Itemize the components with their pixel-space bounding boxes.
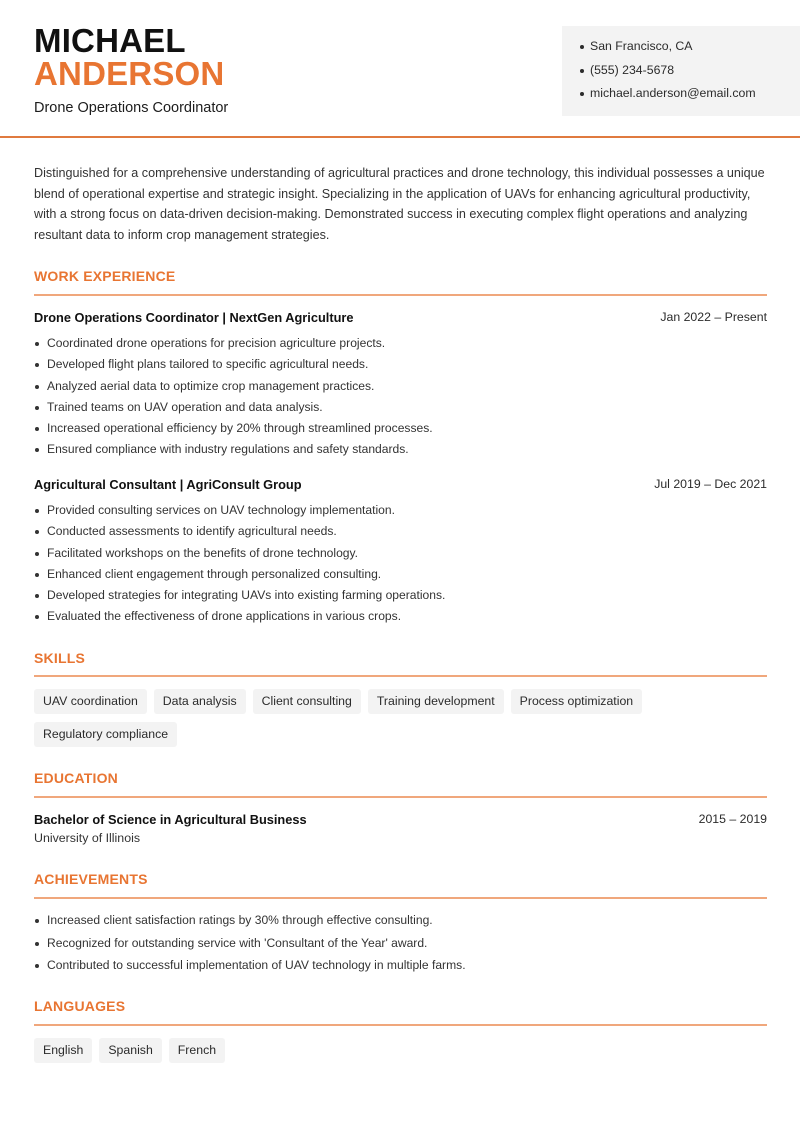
skill-tag: Client consulting — [253, 689, 361, 714]
job-entry-title: Agricultural Consultant | AgriConsult Group — [34, 477, 302, 492]
job-bullet-list — [34, 503, 764, 631]
list-item: Increased client satisfaction ratings by 30% through effective consulting. — [34, 913, 764, 936]
skill-tag: Process optimization — [511, 689, 642, 714]
section-divider — [34, 1024, 767, 1026]
language-tag: Spanish — [99, 1038, 161, 1063]
list-item: Recognized for outstanding service with 'Consultant of the Year' award. — [34, 936, 764, 959]
summary-paragraph: Distinguished for a comprehensive understanding of agricultural practices and drone technology, this individual possesses a unique blend of operational expertise and strategic insight. Specializing in the application of UAVs for enhancing agricultural productivity, with a strong focus on data-driven decision-making. Demonstrated success in executing complex flight operations and analyzing resultant data to inform crop management strategies. — [34, 166, 765, 243]
first-name: MICHAEL — [34, 22, 186, 59]
contact-email: michael.anderson@email.com — [580, 86, 800, 110]
list-item: Conducted assessments to identify agricultural needs. — [34, 524, 764, 545]
job-entry-date: Jan 2022 – Present — [660, 310, 767, 324]
list-item: Developed strategies for integrating UAVs into existing farming operations. — [34, 588, 764, 609]
list-item: Increased operational efficiency by 20% through streamlined processes. — [34, 421, 764, 442]
list-item: Coordinated drone operations for precision agriculture projects. — [34, 336, 764, 357]
job-entry-title: Drone Operations Coordinator | NextGen Agriculture — [34, 310, 354, 325]
list-item: Facilitated workshops on the benefits of drone technology. — [34, 546, 764, 567]
section-divider — [34, 796, 767, 798]
section-title-work: WORK EXPERIENCE — [34, 268, 176, 284]
list-item: Analyzed aerial data to optimize crop management practices. — [34, 379, 764, 400]
contact-box — [562, 26, 800, 116]
degree-title: Bachelor of Science in Agricultural Business — [34, 812, 307, 827]
list-item: Contributed to successful implementation of UAV technology in multiple farms. — [34, 958, 764, 981]
list-item: Ensured compliance with industry regulations and safety standards. — [34, 442, 764, 463]
list-item: Trained teams on UAV operation and data analysis. — [34, 400, 764, 421]
skill-tag: Regulatory compliance — [34, 722, 177, 747]
skill-tag: Training development — [368, 689, 504, 714]
job-entry-date: Jul 2019 – Dec 2021 — [654, 477, 767, 491]
list-item: Evaluated the effectiveness of drone applications in various crops. — [34, 609, 764, 630]
list-item: Developed flight plans tailored to specific agricultural needs. — [34, 357, 764, 378]
section-title-education: EDUCATION — [34, 770, 118, 786]
list-item: Provided consulting services on UAV technology implementation. — [34, 503, 764, 524]
achievements-list — [34, 913, 764, 981]
last-name: ANDERSON — [34, 55, 225, 92]
section-divider — [34, 897, 767, 899]
job-bullet-list — [34, 336, 764, 464]
skill-tag: Data analysis — [154, 689, 246, 714]
language-tag: French — [169, 1038, 225, 1063]
language-tag: English — [34, 1038, 92, 1063]
education-date: 2015 – 2019 — [698, 812, 767, 826]
school-name: University of Illinois — [34, 831, 141, 845]
contact-location: San Francisco, CA — [580, 39, 800, 63]
resume-header — [0, 0, 800, 138]
section-title-skills: SKILLS — [34, 650, 85, 666]
section-title-achievements: ACHIEVEMENTS — [34, 871, 148, 887]
skill-tag: UAV coordination — [34, 689, 147, 714]
contact-phone: (555) 234-5678 — [580, 63, 800, 87]
section-divider — [34, 675, 767, 677]
skills-tag-list — [34, 689, 767, 747]
list-item: Enhanced client engagement through personalized consulting. — [34, 567, 764, 588]
section-title-languages: LANGUAGES — [34, 998, 126, 1014]
job-title: Drone Operations Coordinator — [34, 100, 229, 116]
section-divider — [34, 294, 767, 296]
languages-tag-list — [34, 1038, 767, 1063]
